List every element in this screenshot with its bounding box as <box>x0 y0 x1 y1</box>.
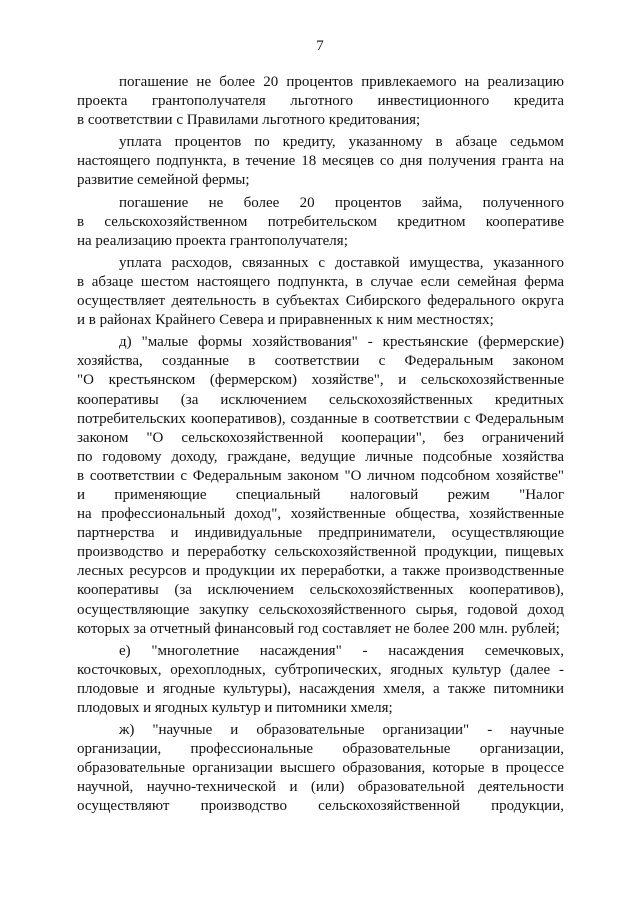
text-line: и в районах Крайнего Севера и приравненных к ним местностях; <box>77 312 494 329</box>
text-line: плодовых и ягодных культур и питомники хмеля; <box>77 700 393 716</box>
text-line: в абзаце шестом настоящего подпункта, в случае если семейная ферма <box>77 273 564 290</box>
paragraph <box>77 642 564 718</box>
document-body <box>77 73 564 817</box>
text-line: которых за отчетный финансовый год составляет не более 200 млн. рублей; <box>77 620 560 637</box>
text-line: погашение не более 20 процентов займа, полученного <box>119 194 564 211</box>
text-line: в соответствии с Правилами льготного кредитования; <box>77 112 421 129</box>
text-line: кооперативы (за исключением сельскохозяйственных кооперативов), <box>77 582 564 599</box>
text-line: осуществляющие закупку сельскохозяйственного сырья, годовой доход <box>77 601 564 618</box>
text-line: на профессиональный доход", хозяйственные общества, хозяйственные <box>77 506 564 523</box>
text-line: проекта грантополучателя льготного инвестиционного кредита <box>77 93 564 110</box>
text-line: плодовые и ягодные культуры), насаждения хмеля, а также питомники <box>77 680 564 697</box>
text-line: "О крестьянском (фермерском) хозяйстве", и сельскохозяйственные <box>77 372 564 389</box>
text-line: настоящего подпункта, в течение 18 месяцев со дня получения гранта на <box>77 153 564 170</box>
text-line: ж) "научные и образовательные организации" - научные <box>119 722 564 739</box>
text-line: развитие семейной фермы; <box>77 172 250 189</box>
text-line: организации, профессиональные образовательные организации, <box>77 741 564 758</box>
paragraph <box>77 133 564 190</box>
text-line: осуществляет деятельность в субъектах Сибирского федерального округа <box>77 293 564 310</box>
text-line: партнерства и индивидуальные предприниматели, осуществляющие <box>77 525 564 542</box>
text-line: косточковых, орехоплодных, субтропических, ягодных культур (далее - <box>77 661 564 678</box>
text-line: в соответствии с Федеральным законом "О личном подсобном хозяйстве" <box>77 467 564 484</box>
text-line: погашение не более 20 процентов привлекаемого на реализацию <box>119 74 564 90</box>
text-line: е) "многолетние насаждения" - насаждения семечковых, <box>119 642 564 659</box>
text-line: на реализацию проекта грантополучателя; <box>77 232 348 249</box>
text-line: и применяющие специальный налоговый режим "Налог <box>77 486 564 503</box>
paragraph <box>77 254 564 330</box>
page-number: 7 <box>316 38 324 54</box>
paragraph <box>77 721 564 816</box>
text-line: образовательные организации высшего образования, которые в процессе <box>77 760 564 777</box>
text-line: потребительских кооперативов), созданные в соответствии с Федеральным <box>77 410 564 427</box>
text-line: лесных ресурсов и продукции их переработки, а также производственные <box>77 563 564 580</box>
paragraph <box>77 333 564 639</box>
text-line: уплата процентов по кредиту, указанному в абзаце седьмом <box>119 134 564 151</box>
text-line: хозяйства, созданные в соответствии с Федеральным законом <box>77 353 564 370</box>
text-line: в сельскохозяйственном потребительском кредитном кооперативе <box>77 213 564 230</box>
text-line: д) "малые формы хозяйствования" - крестьянские (фермерские) <box>119 334 564 351</box>
text-line: по годовому доходу, граждане, ведущие личные подсобные хозяйства <box>77 448 564 465</box>
paragraph <box>77 194 564 251</box>
text-line: уплата расходов, связанных с доставкой имущества, указанного <box>119 254 564 271</box>
text-line: производство и переработку сельскохозяйственной продукции, пищевых <box>77 544 564 561</box>
text-line: кооперативы (за исключением сельскохозяйственных кредитных <box>77 391 564 408</box>
text-line: осуществляют производство сельскохозяйственной продукции, <box>77 798 564 815</box>
paragraph <box>77 73 564 130</box>
text-line: научной, научно-технической и (или) образовательной деятельности <box>77 779 564 796</box>
text-line: законом "О сельскохозяйственной кооперации", без ограничений <box>77 429 564 446</box>
